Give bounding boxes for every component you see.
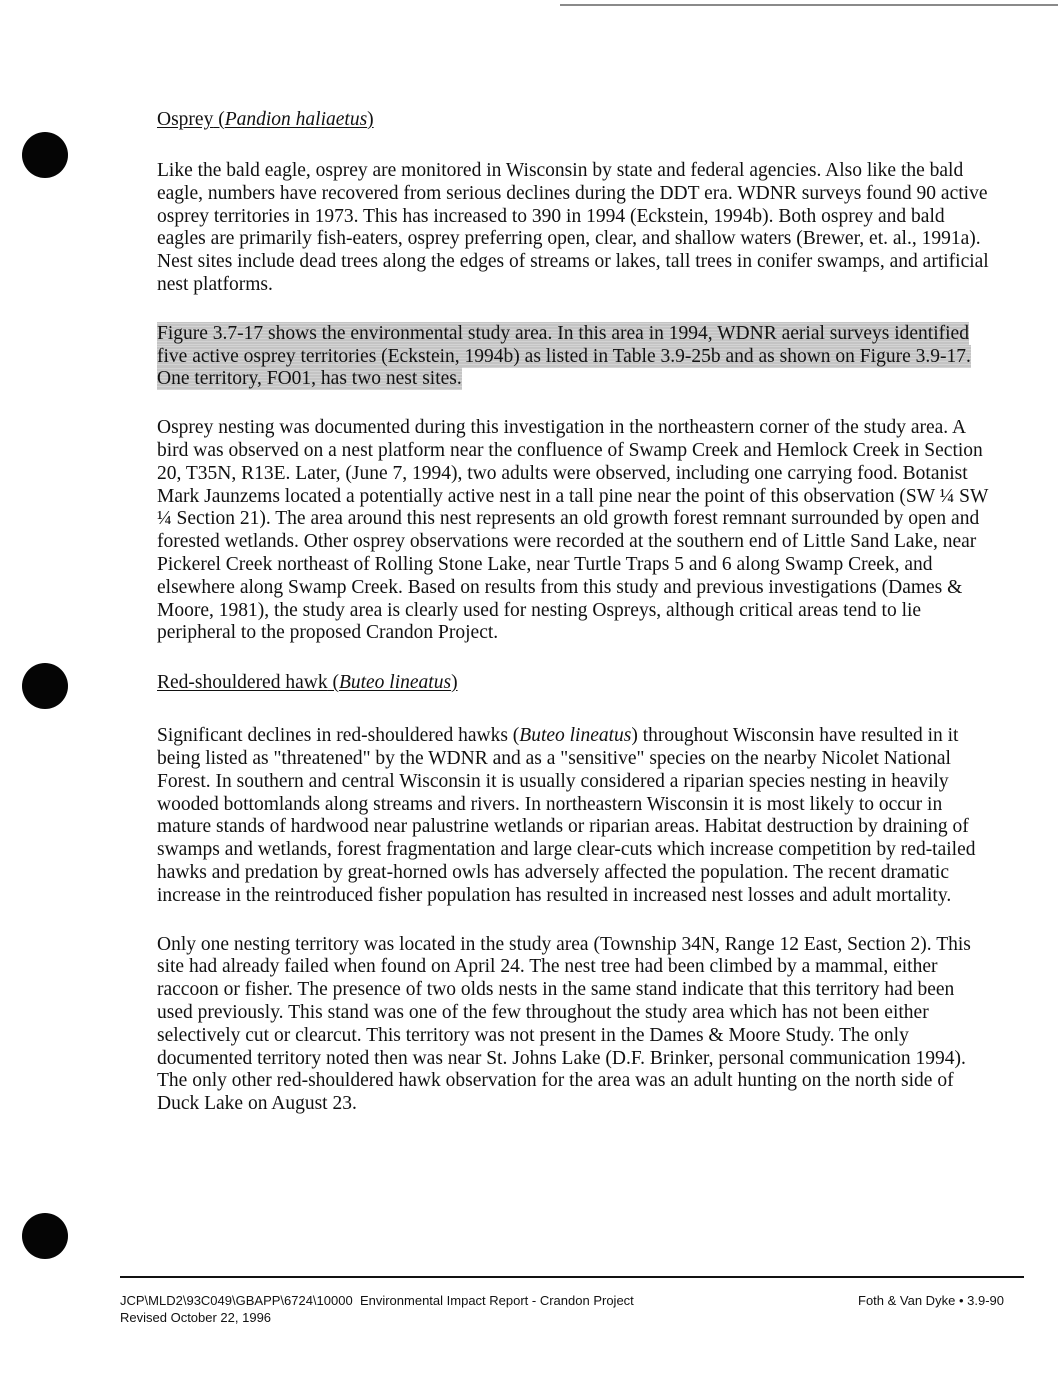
footer-divider bbox=[120, 1276, 1024, 1278]
punch-hole-bottom bbox=[22, 1213, 68, 1259]
footer-file-path: JCP\MLD2\93C049\GBAPP\6724\10000 bbox=[120, 1293, 353, 1308]
footer-revised: Revised October 22, 1996 bbox=[120, 1310, 272, 1325]
hawk-paragraph-1-start: Significant declines in red-shouldered hawks ( bbox=[157, 725, 520, 747]
osprey-heading-common: Osprey bbox=[157, 109, 214, 130]
footer-company: Foth & Van Dyke bbox=[858, 1293, 956, 1308]
punch-hole-middle bbox=[22, 663, 68, 709]
osprey-paragraph-1: Like the bald eagle, osprey are monitored in Wisconsin by state and federal agencies. Also like the bald eagle, numbers have recovered from serious declines during the DDT era. WDNR surveys found 90 active osprey territories in 1973. This has increased to 390 in 1994 (Eckstein, 1994b). Both osprey and bald eagles are primarily fish-eaters, osprey preferring open, clear, and shallow waters (Brewer, et. al., 1991a). Nest sites include dead trees along the edges of streams or lakes, tall trees in conifer swamps, and artificial nest platforms. bbox=[157, 160, 989, 295]
osprey-paragraph-3: Osprey nesting was documented during this investigation in the northeastern corner of the study area. A bird was observed on a nest platform near the confluence of Swamp Creek and Hemlock Creek in Section 20, T35N, R13E. Later, (June 7, 1994), two adults were observed, including one carrying food. Botanist Mark Jaunzems located a potentially active nest in a tall pine near the point of this observation (SW ¼ SW ¼ Section 21). The area around this nest represents an old growth forest remnant surrounded by open and forested wetlands. Other osprey observations were recorded at the southern end of Little Sand Lake, near Pickerel Creek northeast of Rolling Stone Lake, near Turtle Traps 5 and 6 along Swamp Creek, and elsewhere along Swamp Creek. Based on results from this study and previous investigations (Dames & Moore, 1981), the study area is clearly used for nesting Ospreys, although critical areas tend to lie peripheral to the proposed Crandon Project. bbox=[157, 417, 989, 644]
highlighted-block bbox=[157, 323, 989, 391]
osprey-heading-latin: Pandion haliaetus bbox=[224, 109, 368, 130]
footer-right bbox=[858, 1292, 1004, 1309]
hawk-heading-latin: Buteo lineatus bbox=[338, 672, 452, 694]
footer-left bbox=[120, 1292, 634, 1326]
osprey-highlighted-paragraph: Figure 3.7-17 shows the environmental study area. In this area in 1994, WDNR aerial surveys identified five active osprey territories (Eckstein, 1994b) as listed in Table 3.9-25b and as shown on Figure 3.9-17. One territory, FO01, has two nest sites. bbox=[157, 322, 971, 390]
hawk-paragraph-2: Only one nesting territory was located in the study area (Township 34N, Range 12 East, Section 2). This site had already failed when found on April 24. The nest tree had been climbed by a mammal, either raccoon or fisher. The presence of two olds nests in the same stand indicate that this territory had been used previously. This stand was one of the few throughout the study area which has not been either selectively cut or clearcut. This territory was not present in the Dames & Moore Study. The only documented territory noted then was near St. Johns Lake (D.F. Brinker, personal communication 1994). The only other red-shouldered hawk observation for the area was an adult hunting on the north side of Duck Lake on August 23. bbox=[157, 933, 971, 1115]
hawk-paragraph-1 bbox=[157, 725, 989, 907]
hawk-paragraph-1-latin: Buteo lineatus bbox=[519, 725, 632, 747]
osprey-heading: Osprey (Pandion haliaetus) bbox=[157, 109, 374, 130]
hawk-heading: Red-shouldered hawk (Buteo lineatus) bbox=[157, 672, 458, 694]
scan-top-edge-line bbox=[560, 4, 1058, 6]
punch-hole-top bbox=[22, 132, 68, 178]
footer-bullet: • bbox=[958, 1293, 964, 1308]
footer-page-number: 3.9-90 bbox=[967, 1293, 1004, 1308]
footer-file-line bbox=[120, 1292, 634, 1309]
footer-report-title: Environmental Impact Report - Crandon Project bbox=[359, 1293, 634, 1308]
hawk-paragraph-1-rest: ) throughout Wisconsin have resulted in it being listed as "threatened" by the WDNR and as a "sensitive" species on the nearby Nicolet National Forest. In southern and central Wisconsin it is usually considered a riparian species nesting in heavily wooded bottomlands along streams and rivers. In northeastern Wisconsin it is most likely to occur in mature stands of hardwood near palustrine wetlands or riparian areas. Habitat destruction by draining of swamps and wetlands, forest fragmentation and large clear-cuts which increase competition by red-tailed hawks and predation by great-horned owls has adversely affected the population. The recent dramatic increase in the reintroduced fisher population has resulted in increased nest losses and adult mortality. bbox=[157, 725, 976, 906]
page-body bbox=[157, 108, 989, 1116]
hawk-heading-common: Red-shouldered hawk bbox=[157, 672, 328, 694]
